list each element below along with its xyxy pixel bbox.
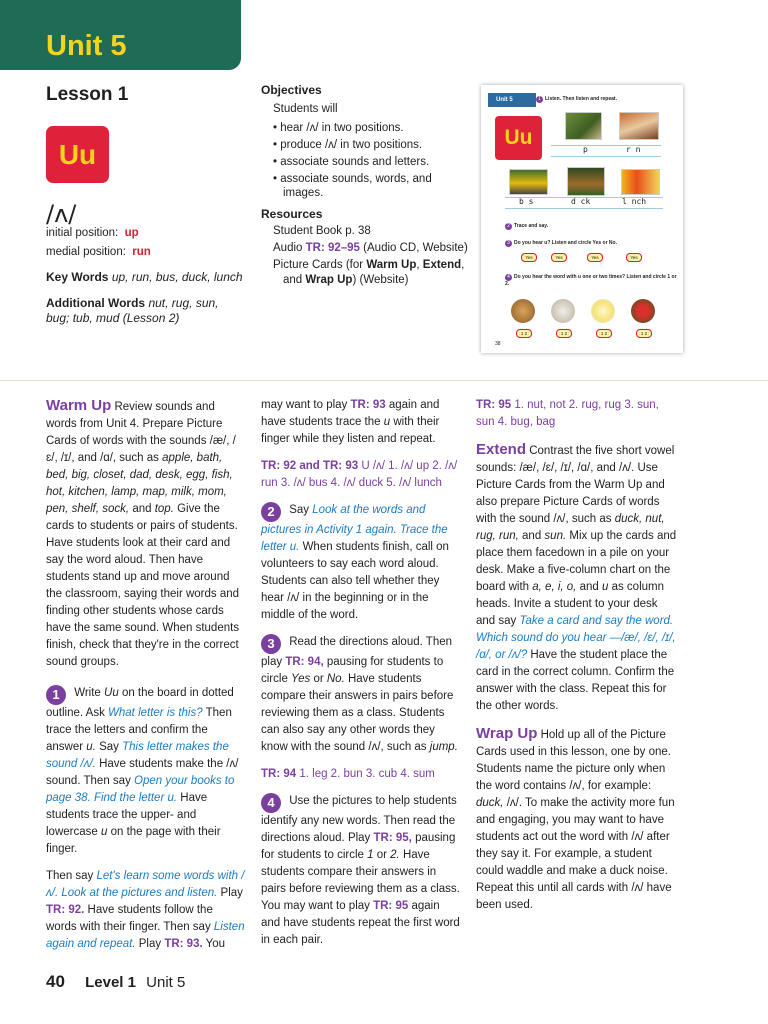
step-4-text: or (376, 849, 387, 861)
step-1-text: Then say (46, 870, 94, 882)
extend-words: duck, nut, rug, run, (476, 513, 665, 542)
thumb-picture-lunch (621, 169, 660, 195)
additional-words (46, 296, 236, 326)
warm-up-paragraph (46, 397, 246, 671)
col2-continuation (261, 397, 461, 448)
objective-item: • produce /ʌ/ in two positions. (273, 139, 423, 151)
extend-text: and (522, 530, 542, 542)
thumb-hear-count-text: Do you hear the word with u one or two times? Listen and circle 1 or 2. (505, 274, 677, 287)
column-1 (46, 397, 246, 953)
track-ref: TR: 95 (373, 900, 409, 912)
key-words-label: Key Words (46, 270, 109, 284)
wrap-up-heading: Wrap Up (476, 725, 538, 742)
thumb-picture-up (565, 112, 602, 140)
step-1-text: Have students follow the words with their finger. Then say (46, 904, 213, 933)
resource-picture-cards (273, 258, 473, 288)
extend-text: and (579, 581, 599, 593)
audio-script-heading: TR: 94 (261, 768, 297, 780)
thumb-word: d ck (571, 197, 591, 206)
footer-unit: Unit 5 (146, 974, 186, 991)
thumb-word: p (583, 145, 588, 154)
medial-position (46, 246, 151, 258)
audio-script-body: 1. nut, not 2. rug, rug 3. sun, sun 4. bug, bag (476, 399, 659, 428)
thumb-unit-label: Unit 5 (488, 93, 536, 107)
objectives-intro: Students will (273, 103, 338, 115)
track-ref: TR: 94, (285, 656, 324, 668)
step-1-text: Write (74, 687, 101, 699)
thumb-writing-line (505, 208, 663, 209)
extend-text: Contrast the five short vowel sounds: /æ/, /ɛ/, /ɪ/, /ɑ/, and /ʌ/. Use Picture Cards from the Warm Up and also prepare Picture Cards of words with the sound /ʌ/, such as (476, 445, 675, 525)
lesson-title: Lesson 1 (46, 84, 129, 105)
thumb-count-pill: 1 2 (596, 329, 612, 338)
thumb-word: l nch (622, 197, 647, 206)
step-1-quote: Let's learn some words with /ʌ/. Look at the pictures and listen. (46, 870, 245, 899)
step-1-paragraph (46, 685, 246, 858)
column-3 (476, 397, 678, 914)
step-4-text: Have students compare their answers in pairs before reviewing them as a class. You may want to play (261, 849, 460, 912)
thumb-page-number: 38 (495, 341, 501, 347)
audio-rest: (Audio CD, Website) (363, 242, 468, 254)
extend-text: Have the student place the card in the correct column. Confirm the answer with the class. Repeat this for the other words. (476, 649, 675, 712)
col2-u: u (383, 416, 391, 428)
extend-paragraph (476, 441, 678, 715)
audio-script-heading: TR: 95 (476, 399, 512, 411)
thumb-writing-line (551, 145, 661, 146)
additional-words-label: Additional Words (46, 296, 146, 310)
step-1-u: u (100, 826, 108, 838)
warm-up-words: apple, bath, bed, big, closet, dad, desk, egg, fish, hot, kitchen, lamp, map, milk, mom, pen, shelf, sock, (46, 452, 233, 515)
step-1-text: Say (99, 741, 119, 753)
medial-position-example: run (132, 246, 151, 258)
step-4-two: 2. (390, 849, 400, 861)
step-4-paragraph (261, 793, 461, 949)
track-ref: TR: 95, (373, 832, 412, 844)
step-1-text: Then trace the letters and confirm the answer (46, 707, 232, 753)
step-2-badge: 2 (261, 502, 281, 522)
wrap-up-text: /ʌ/. To make the activity more fun and engaging, you may want to have students act out the word with /ʌ/ after they say it. For example, a student could waddle and make a duck noise. Repeat this until all cards with /ʌ/ have been used. (476, 797, 675, 911)
col2-text: again and have students trace the (261, 399, 440, 428)
initial-position-example: up (124, 227, 139, 239)
objectives-list (273, 101, 473, 200)
step-1-text: on the board in dotted outline. Ask (46, 687, 234, 719)
track-ref: TR: 93. (164, 938, 203, 950)
thumb-picture-sun (591, 299, 615, 323)
extend-letters: a, e, i, o, (532, 581, 577, 593)
step-1-quote: Open your books to page 38. Find the letter u. (46, 775, 235, 804)
step-1-paragraph-2 (46, 868, 246, 953)
cards-comma: , (416, 259, 420, 271)
thumb-trace-text: Trace and say. (514, 223, 549, 229)
step-1-text: You (205, 938, 226, 950)
thumb-hear-u-text: Do you hear u? Listen and circle Yes or No. (514, 240, 617, 246)
objective-item: • hear /ʌ/ in two positions. (273, 122, 404, 134)
step-2-text: Say (289, 504, 310, 516)
audio-script-94 (261, 766, 461, 783)
step-1-text: Have students make the /ʌ/ sound. Then say (46, 758, 239, 787)
step-3-badge: 3 (261, 634, 281, 654)
step-4-text: Use the pictures to help students identify any new words. Then read the directions aloud. Play (261, 795, 457, 844)
resources-heading: Resources (261, 207, 323, 221)
thumb-picture-rug (551, 299, 575, 323)
cards-extend: Extend (422, 259, 462, 271)
audio-script-heading: TR: 92 and TR: 93 (261, 460, 359, 472)
objective-item: • associate sounds, words, and images. (273, 173, 432, 199)
audio-tracks: TR: 92–95 (305, 242, 360, 254)
warm-up-top: top. (154, 503, 174, 515)
thumb-listen-text: Listen. Then listen and repeat. (545, 96, 617, 102)
key-words (46, 270, 246, 285)
warm-up-and: and (132, 503, 152, 515)
footer-level: Level 1 (85, 974, 136, 991)
cards-warmup: Warm Up (366, 259, 417, 271)
objectives-heading: Objectives (261, 83, 322, 97)
step-1-text: on the page with their finger. (46, 826, 221, 855)
phoneme: /ʌ/ (46, 200, 77, 228)
thumb-listen: 1 Listen. Then listen and repeat. (536, 96, 617, 103)
step-1-text: Play (138, 938, 162, 950)
resource-student-book: Student Book p. 38 (273, 225, 371, 237)
step-3-jump: jump. (429, 741, 458, 753)
cards-wrapup: Wrap Up (305, 274, 353, 286)
audio-script-body: U /ʌ/ 1. /ʌ/ up 2. /ʌ/ run 3. /ʌ/ bus 4. /ʌ/ duck 5. /ʌ/ lunch (261, 460, 458, 489)
col2-text: may want to play (261, 399, 348, 411)
track-ref: TR: 92. (46, 904, 85, 916)
wrap-up-text: Hold up all of the Picture Cards used in this lesson, one by one. Students name the picture only when the word contains /ʌ/, for example: (476, 729, 671, 792)
warm-up-text: Review sounds and words from Unit 4. Prepare Picture Cards of words with the sounds /æ/, /ɛ/, /ɪ/, and /ɑ/, such as (46, 401, 236, 464)
thumb-yes-pill: Yes (626, 253, 642, 262)
wrap-up-duck: duck, (476, 797, 504, 809)
thumb-count-pill: 1 2 (636, 329, 652, 338)
thumb-hear-u: 3 Do you hear u? Listen and circle Yes or No. (505, 240, 617, 247)
extend-heading: Extend (476, 441, 527, 458)
objective-item: • associate sounds and letters. (273, 156, 430, 168)
thumb-picture-bus (509, 169, 548, 195)
key-words-text: up, run, bus, duck, lunch (111, 270, 243, 284)
thumb-letter-card: Uu (495, 116, 542, 160)
thumb-picture-bug (631, 299, 655, 323)
thumb-yes-pill: Yes (521, 253, 537, 262)
step-4-text: again and have students repeat the first word in each pair. (261, 900, 460, 946)
section-divider (0, 380, 768, 381)
page-footer (46, 972, 185, 992)
step-3-text: Have students compare their answers in pairs before reviewing them as a class. Students can also say any other words they know with the sound /ʌ/, such as (261, 673, 454, 753)
extend-text: as column heads. Invite a student to your desk and say (476, 581, 664, 627)
thumb-count-pill: 1 2 (556, 329, 572, 338)
letter-card: Uu (46, 126, 109, 183)
step-1-uu: Uu (104, 687, 119, 699)
step-1-quote: Listen again and repeat. (46, 921, 245, 950)
step-1-quote: This letter makes the sound /ʌ/. (46, 741, 229, 770)
initial-position (46, 227, 139, 239)
step-2-text: When students finish, call on volunteers to say each word aloud. Students can also tell whether they hear /ʌ/ in the beginning or in the middle of the word. (261, 541, 449, 621)
step-3-text: Read the directions aloud. Then play (261, 636, 453, 668)
audio-label: Audio (273, 242, 303, 254)
thumb-picture-duck (567, 167, 605, 196)
cards-website: ) (Website) (352, 274, 409, 286)
extend-words: sun. (544, 530, 567, 542)
track-ref: TR: 93 (350, 399, 386, 411)
step-1-u: u. (86, 741, 96, 753)
resource-audio (273, 241, 473, 256)
thumb-word: b s (519, 197, 534, 206)
step-3-no: No. (326, 673, 345, 685)
thumb-picture-run (619, 112, 659, 140)
col2-text: with their finger while they listen and repeat. (261, 416, 440, 445)
step-1-question: What letter is this? (108, 707, 203, 719)
thumb-count-pill: 1 2 (516, 329, 532, 338)
step-2-paragraph (261, 502, 461, 624)
cards-and: , and (283, 259, 465, 286)
step-1-badge: 1 (46, 685, 66, 705)
step-4-text: pausing for students to circle (261, 832, 456, 861)
extend-quote: Take a card and say the word. Which sound do you hear —/æ/, /ɛ/, /ɪ/, /ɑ/, or /ʌ/? (476, 615, 676, 661)
thumb-picture-nut (511, 299, 535, 323)
thumb-hear-count: 4 Do you hear the word with u one or two times? Listen and circle 1 or 2. (505, 274, 677, 287)
warm-up-rest: Give the cards to students or pairs of students. Have students look at their card and say the word aloud. Then have students stand up and move around the classroom, saying their words and finding other students whose cards have the same sound. When students finish, check that they're in the correct sound groups. (46, 503, 240, 668)
step-3-yes: Yes (291, 673, 311, 685)
extend-text: Mix up the cards and place them facedown in a pile on your desk. Make a five-column chart on the board with (476, 530, 677, 593)
thumb-yes-pill: Yes (587, 253, 603, 262)
cards-text: Picture Cards (for (273, 259, 364, 271)
step-4-one: 1 (367, 849, 374, 861)
resources-list (273, 224, 473, 290)
page-number: 40 (46, 972, 65, 991)
thumb-writing-line (551, 156, 661, 157)
step-1-text: Have students trace the upper- and lowercase (46, 792, 208, 838)
step-1-text: Play (220, 887, 243, 899)
column-2 (261, 397, 461, 949)
unit-title: Unit 5 (46, 30, 127, 62)
step-4-badge: 4 (261, 793, 281, 813)
extend-letters: u (601, 581, 609, 593)
thumb-word: r n (626, 145, 641, 154)
step-2-quote: Look at the words and pictures in Activity 1 again. Trace the letter u. (261, 504, 448, 553)
additional-words-text: nut, rug, sun, bug; tub, mud (Lesson 2) (46, 296, 219, 325)
audio-script-95 (476, 397, 678, 431)
warm-up-heading: Warm Up (46, 397, 112, 414)
medial-position-label: medial position: (46, 246, 126, 258)
step-3-paragraph (261, 634, 461, 756)
thumb-trace: 2 Trace and say. (505, 223, 548, 230)
audio-script-body: 1. leg 2. bun 3. cub 4. sum (299, 768, 435, 780)
student-book-thumbnail (481, 85, 683, 353)
wrap-up-paragraph (476, 725, 678, 914)
step-3-text: pausing for students to circle (261, 656, 444, 685)
thumb-yes-pill: Yes (551, 253, 567, 262)
initial-position-label: initial position: (46, 227, 119, 239)
step-3-text: or (313, 673, 324, 685)
audio-script-92-93 (261, 458, 461, 492)
